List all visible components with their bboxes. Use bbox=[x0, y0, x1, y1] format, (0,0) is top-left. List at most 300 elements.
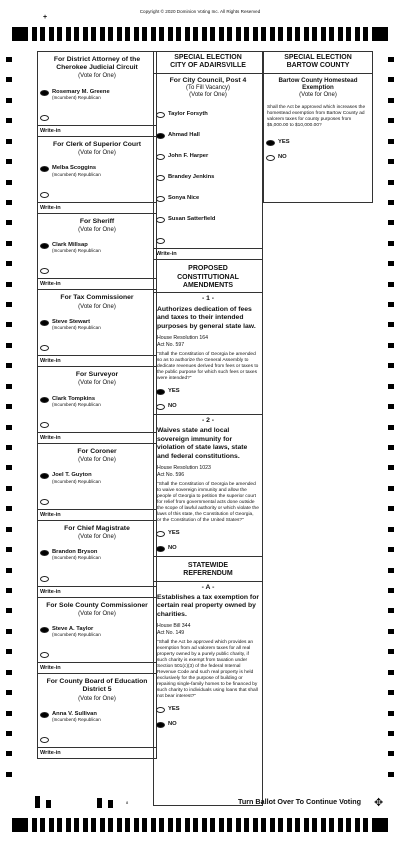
race-title: For Clerk of Superior Court bbox=[53, 140, 141, 148]
candidate-party: (Incumbent) Republican bbox=[52, 478, 101, 484]
vote-oval[interactable] bbox=[40, 473, 49, 479]
race-title: For Chief Magistrate bbox=[64, 524, 130, 532]
timing-mark bbox=[6, 649, 12, 654]
timing-mark bbox=[6, 629, 12, 634]
write-in-label: Write-in bbox=[38, 432, 156, 443]
no-label: NO bbox=[168, 403, 177, 410]
vote-oval[interactable] bbox=[40, 422, 49, 428]
candidate-name: Taylor Forsyth bbox=[168, 111, 208, 118]
vote-oval[interactable] bbox=[40, 243, 49, 249]
timing-mark bbox=[388, 629, 394, 634]
timing-mark bbox=[6, 241, 12, 246]
candidate-option[interactable] bbox=[38, 234, 156, 257]
timing-mark bbox=[202, 27, 207, 41]
write-in-label: Write-in bbox=[38, 509, 156, 520]
timing-mark bbox=[312, 818, 317, 832]
write-in-label: Write-in bbox=[38, 125, 156, 136]
candidate-info bbox=[52, 319, 101, 330]
candidate-name: Brandon Bryson bbox=[52, 549, 98, 556]
no-label: NO bbox=[278, 153, 287, 160]
candidate-name: Rosemary M. Greene bbox=[52, 88, 110, 95]
timing-mark bbox=[388, 322, 394, 327]
timing-mark bbox=[12, 818, 28, 832]
candidate-name: Clark Millsap bbox=[52, 242, 88, 249]
timing-mark bbox=[338, 27, 343, 41]
timing-mark bbox=[6, 690, 12, 695]
timing-mark bbox=[176, 27, 181, 41]
timing-mark bbox=[100, 27, 105, 41]
vote-oval[interactable] bbox=[40, 115, 49, 121]
timing-mark bbox=[6, 98, 12, 103]
vote-oval[interactable] bbox=[40, 192, 49, 198]
write-in-option[interactable] bbox=[38, 641, 156, 662]
candidate-option[interactable] bbox=[154, 145, 262, 166]
timing-mark bbox=[74, 27, 79, 41]
timing-mark bbox=[6, 486, 12, 491]
vote-oval[interactable] bbox=[40, 166, 49, 172]
timing-mark bbox=[388, 506, 394, 511]
timing-mark bbox=[329, 818, 334, 832]
candidate-party: (Incumbent) Republican bbox=[52, 248, 101, 254]
candidate-info bbox=[52, 89, 110, 100]
vote-oval[interactable] bbox=[40, 576, 49, 582]
timing-mark bbox=[219, 27, 224, 41]
race-section bbox=[38, 136, 156, 213]
timing-mark bbox=[142, 818, 147, 832]
candidate-option[interactable] bbox=[38, 618, 156, 641]
timing-mark bbox=[304, 27, 309, 41]
write-in-label: Write-in bbox=[38, 747, 156, 758]
timing-mark bbox=[388, 343, 394, 348]
referendum-header: STATEWIDE REFERENDUM bbox=[183, 562, 233, 578]
timing-mark bbox=[388, 159, 394, 164]
timing-mark bbox=[287, 27, 292, 41]
timing-mark bbox=[388, 690, 394, 695]
timing-mark bbox=[6, 118, 12, 123]
race-title: For Coroner bbox=[77, 447, 117, 455]
timing-mark bbox=[6, 568, 12, 573]
timing-mark bbox=[355, 818, 360, 832]
candidate-info bbox=[52, 396, 101, 407]
vote-for-one: (Vote for One) bbox=[78, 380, 116, 387]
write-in-option[interactable] bbox=[38, 334, 156, 355]
candidate-info bbox=[52, 549, 101, 560]
candidate-party: (Incumbent) Republican bbox=[52, 401, 101, 407]
amendments-section bbox=[154, 259, 262, 556]
race-section bbox=[38, 673, 156, 758]
no-option[interactable] bbox=[264, 150, 372, 165]
candidate-name: Susan Satterfield bbox=[168, 216, 216, 223]
timing-mark bbox=[210, 27, 215, 41]
timing-marks-right bbox=[388, 57, 394, 777]
timing-mark bbox=[6, 343, 12, 348]
timing-mark bbox=[6, 322, 12, 327]
vote-oval[interactable] bbox=[40, 268, 49, 274]
column-city-and-amendments bbox=[153, 51, 263, 806]
no-label: NO bbox=[168, 721, 177, 728]
measure-text: "Shall the Constitution of Georgia be amended so as to authorize the General Assembly to dedicate revenues derived from fees or taxes to the public purpose for which such fees or taxes were intended?" bbox=[157, 352, 259, 382]
vote-oval[interactable] bbox=[156, 707, 165, 713]
candidate-option[interactable] bbox=[154, 208, 262, 229]
vote-oval[interactable] bbox=[266, 140, 275, 146]
timing-mark bbox=[219, 818, 224, 832]
measure-title: Establishes a tax exemption for certain real property owned by charities. bbox=[157, 593, 259, 618]
timing-mark bbox=[363, 27, 368, 41]
write-in-label: Write-in bbox=[38, 202, 156, 213]
vote-oval[interactable] bbox=[40, 345, 49, 351]
timing-mark bbox=[74, 818, 79, 832]
vote-oval[interactable] bbox=[40, 627, 49, 633]
candidate-name: Steve Stewart bbox=[52, 318, 91, 325]
timing-mark bbox=[312, 27, 317, 41]
candidate-name: Clark Tompkins bbox=[52, 395, 96, 402]
yes-label: YES bbox=[278, 138, 290, 145]
candidate-name: Ahmad Hall bbox=[168, 132, 200, 139]
timing-mark bbox=[125, 27, 130, 41]
candidate-info bbox=[52, 165, 101, 176]
timing-mark bbox=[6, 220, 12, 225]
timing-mark bbox=[388, 261, 394, 266]
vote-oval[interactable] bbox=[156, 175, 165, 181]
vote-oval[interactable] bbox=[40, 499, 49, 505]
timing-mark bbox=[388, 649, 394, 654]
timing-mark bbox=[388, 670, 394, 675]
vote-oval[interactable] bbox=[156, 546, 165, 552]
write-in-option[interactable] bbox=[154, 229, 262, 248]
candidate-option[interactable] bbox=[38, 81, 156, 104]
timing-mark bbox=[388, 547, 394, 552]
timing-mark bbox=[91, 818, 96, 832]
timing-mark bbox=[295, 818, 300, 832]
referendum-section bbox=[154, 556, 262, 732]
race-section bbox=[38, 443, 156, 520]
timing-mark bbox=[108, 27, 113, 41]
vote-oval[interactable] bbox=[40, 397, 49, 403]
timing-mark bbox=[261, 27, 266, 41]
candidate-option[interactable] bbox=[38, 311, 156, 334]
measure-reference: House Bill 344 Act No. 149 bbox=[157, 623, 191, 636]
vote-for-one: (Vote for One) bbox=[78, 457, 116, 464]
column-bartow-county bbox=[263, 51, 373, 203]
timing-mark bbox=[295, 27, 300, 41]
timing-marks-bottom bbox=[12, 818, 388, 832]
timing-mark bbox=[346, 818, 351, 832]
timing-mark bbox=[66, 27, 71, 41]
question-title: Bartow County Homestead Exemption bbox=[278, 76, 358, 92]
yes-option[interactable] bbox=[154, 526, 262, 541]
timing-mark bbox=[6, 180, 12, 185]
candidate-option[interactable] bbox=[38, 541, 156, 564]
registration-plus: + bbox=[43, 14, 48, 21]
timing-mark bbox=[49, 27, 54, 41]
timing-mark bbox=[388, 425, 394, 430]
candidate-option[interactable] bbox=[154, 166, 262, 187]
timing-mark bbox=[168, 818, 173, 832]
alignment-mark bbox=[108, 800, 113, 808]
yes-label: YES bbox=[168, 388, 180, 395]
timing-mark bbox=[6, 670, 12, 675]
timing-mark bbox=[388, 282, 394, 287]
candidate-party: (Incumbent) Republican bbox=[52, 171, 101, 177]
measure-text: "Shall the Constitution of Georgia be amended to waive sovereign immunity and allow the people of Georgia to petition the superior court for relief from governmental acts done outside the scope of lawful authority or which violate the laws of this state, the Constitution of Georgia, or the Constitution of the United States?" bbox=[157, 482, 259, 524]
candidate-option[interactable] bbox=[154, 187, 262, 208]
ballot-code: 8 bbox=[126, 800, 129, 805]
timing-mark bbox=[278, 27, 283, 41]
timing-mark bbox=[346, 27, 351, 41]
vote-for-one: (Vote for One) bbox=[78, 226, 116, 233]
candidate-option[interactable] bbox=[38, 388, 156, 411]
vote-oval[interactable] bbox=[156, 722, 165, 728]
timing-mark bbox=[117, 27, 122, 41]
race-section bbox=[38, 213, 156, 290]
vote-oval[interactable] bbox=[40, 652, 49, 658]
vote-oval[interactable] bbox=[40, 737, 49, 743]
vote-oval[interactable] bbox=[40, 320, 49, 326]
timing-mark bbox=[388, 98, 394, 103]
timing-mark bbox=[6, 731, 12, 736]
timing-mark bbox=[227, 818, 232, 832]
timing-mark bbox=[388, 57, 394, 62]
city-council-race bbox=[154, 73, 262, 260]
vote-oval[interactable] bbox=[156, 154, 165, 160]
vote-oval[interactable] bbox=[156, 217, 165, 223]
timing-mark bbox=[236, 27, 241, 41]
timing-mark bbox=[372, 27, 388, 41]
timing-mark bbox=[40, 818, 45, 832]
candidate-name: Sonya Nice bbox=[168, 195, 200, 202]
candidate-option[interactable] bbox=[38, 157, 156, 180]
write-in-option[interactable] bbox=[38, 104, 156, 125]
timing-mark bbox=[6, 159, 12, 164]
candidate-info bbox=[52, 472, 101, 483]
yes-option[interactable] bbox=[264, 131, 372, 150]
timing-mark bbox=[270, 818, 275, 832]
timing-mark bbox=[388, 711, 394, 716]
write-in-option[interactable] bbox=[38, 488, 156, 509]
timing-mark bbox=[57, 818, 62, 832]
timing-mark bbox=[388, 180, 394, 185]
timing-mark bbox=[6, 527, 12, 532]
timing-mark bbox=[6, 608, 12, 613]
vote-oval[interactable] bbox=[156, 389, 165, 395]
yes-label: YES bbox=[168, 706, 180, 713]
city-election-header: SPECIAL ELECTION CITY OF ADAIRSVILLE bbox=[170, 54, 246, 70]
vote-oval[interactable] bbox=[156, 531, 165, 537]
timing-mark bbox=[185, 27, 190, 41]
homestead-exemption-question bbox=[264, 73, 372, 165]
column-county-races bbox=[37, 51, 157, 759]
timing-mark bbox=[388, 588, 394, 593]
write-in-option[interactable] bbox=[38, 181, 156, 202]
timing-mark bbox=[6, 302, 12, 307]
timing-mark bbox=[236, 818, 241, 832]
alignment-mark bbox=[97, 798, 102, 808]
timing-mark bbox=[83, 27, 88, 41]
timing-mark bbox=[388, 404, 394, 409]
write-in-option[interactable] bbox=[38, 411, 156, 432]
timing-mark bbox=[193, 27, 198, 41]
candidate-option[interactable] bbox=[38, 703, 156, 726]
candidate-name: Brandey Jenkins bbox=[168, 174, 215, 181]
write-in-label: Write-in bbox=[38, 586, 156, 597]
registration-mark-icon: ✥ bbox=[374, 797, 384, 809]
timing-mark bbox=[159, 27, 164, 41]
timing-mark bbox=[12, 27, 28, 41]
timing-mark bbox=[227, 27, 232, 41]
candidate-option[interactable] bbox=[154, 103, 262, 124]
timing-mark bbox=[6, 139, 12, 144]
candidate-info bbox=[52, 626, 101, 637]
candidate-party: (Incumbent) Republican bbox=[52, 325, 101, 331]
race-title: For Sheriff bbox=[79, 217, 115, 225]
timing-mark bbox=[6, 751, 12, 756]
timing-mark bbox=[388, 220, 394, 225]
timing-mark bbox=[388, 527, 394, 532]
measure-number: - A - bbox=[154, 581, 262, 592]
candidate-party: (Incumbent) Republican bbox=[52, 94, 101, 100]
timing-mark bbox=[388, 751, 394, 756]
yes-option[interactable] bbox=[154, 384, 262, 399]
timing-mark bbox=[388, 772, 394, 777]
timing-mark bbox=[388, 445, 394, 450]
copyright-notice: Copyright © 2020 Dominion Voting Inc. All Rights Reserved bbox=[139, 9, 261, 14]
timing-mark bbox=[210, 818, 215, 832]
vote-oval[interactable] bbox=[40, 712, 49, 718]
timing-mark bbox=[338, 818, 343, 832]
write-in-label: Write-in bbox=[38, 278, 156, 289]
candidate-name: John F. Harper bbox=[168, 153, 209, 160]
no-option[interactable] bbox=[154, 541, 262, 556]
timing-mark bbox=[388, 241, 394, 246]
timing-mark bbox=[388, 200, 394, 205]
timing-mark bbox=[6, 384, 12, 389]
alignment-mark bbox=[35, 796, 40, 808]
timing-mark bbox=[261, 818, 266, 832]
measure-reference: House Resolution 164 Act No. 597 bbox=[157, 335, 209, 348]
timing-mark bbox=[388, 731, 394, 736]
vote-for-one: (Vote for One) bbox=[78, 150, 116, 157]
timing-mark bbox=[388, 139, 394, 144]
timing-mark bbox=[185, 818, 190, 832]
write-in-option[interactable] bbox=[38, 565, 156, 586]
candidate-option[interactable] bbox=[154, 124, 262, 145]
timing-mark bbox=[388, 608, 394, 613]
vote-oval[interactable] bbox=[156, 112, 165, 118]
candidate-name: Steve A. Taylor bbox=[52, 625, 94, 632]
timing-mark bbox=[100, 818, 105, 832]
write-in-option[interactable] bbox=[38, 257, 156, 278]
timing-mark bbox=[108, 818, 113, 832]
race-title: For District Attorney of the Cherokee Judicial Circuit bbox=[53, 56, 141, 72]
candidate-info bbox=[52, 711, 101, 722]
candidate-party: (Incumbent) Republican bbox=[52, 555, 101, 561]
candidate-option[interactable] bbox=[38, 464, 156, 487]
race-section bbox=[38, 289, 156, 366]
write-in-option[interactable] bbox=[38, 726, 156, 747]
timing-marks-left bbox=[6, 57, 12, 777]
race-title: For County Board of Education District 5 bbox=[46, 678, 148, 694]
timing-mark bbox=[83, 818, 88, 832]
timing-mark bbox=[270, 27, 275, 41]
timing-mark bbox=[6, 711, 12, 716]
timing-mark bbox=[372, 818, 388, 832]
timing-mark bbox=[278, 818, 283, 832]
timing-mark bbox=[321, 27, 326, 41]
timing-mark bbox=[40, 27, 45, 41]
vote-oval[interactable] bbox=[156, 404, 165, 410]
measure-number: - 1 - bbox=[154, 292, 262, 303]
vote-for-one: (Vote for One) bbox=[189, 92, 227, 99]
write-in-label: Write-in bbox=[154, 248, 262, 259]
vote-oval[interactable] bbox=[156, 133, 165, 139]
timing-mark bbox=[159, 818, 164, 832]
measure-title: Authorizes dedication of fees and taxes to their intended purposes by general state law. bbox=[157, 305, 256, 330]
race-section bbox=[38, 52, 156, 136]
timing-mark bbox=[168, 27, 173, 41]
vote-oval[interactable] bbox=[40, 550, 49, 556]
vote-oval[interactable] bbox=[40, 90, 49, 96]
timing-mark bbox=[355, 27, 360, 41]
candidate-info bbox=[52, 242, 101, 253]
timing-mark bbox=[321, 818, 326, 832]
vote-for-one: (Vote for One) bbox=[78, 303, 116, 310]
timing-mark bbox=[6, 404, 12, 409]
timing-mark bbox=[193, 818, 198, 832]
candidate-name: Anna V. Sullivan bbox=[52, 710, 97, 717]
no-option[interactable] bbox=[154, 717, 262, 732]
no-option[interactable] bbox=[154, 399, 262, 414]
timing-mark bbox=[202, 818, 207, 832]
vote-oval[interactable] bbox=[266, 155, 275, 161]
timing-mark bbox=[134, 818, 139, 832]
timing-mark bbox=[6, 261, 12, 266]
timing-mark bbox=[304, 818, 309, 832]
candidate-name: Joel T. Guyton bbox=[52, 472, 92, 479]
timing-mark bbox=[244, 818, 249, 832]
timing-mark bbox=[49, 818, 54, 832]
timing-mark bbox=[253, 818, 258, 832]
vote-oval[interactable] bbox=[156, 238, 165, 244]
timing-mark bbox=[6, 425, 12, 430]
timing-mark bbox=[388, 465, 394, 470]
timing-mark bbox=[66, 818, 71, 832]
yes-option[interactable] bbox=[154, 702, 262, 717]
timing-mark bbox=[363, 818, 368, 832]
race-title: For Sole County Commissioner bbox=[46, 601, 148, 609]
timing-mark bbox=[388, 568, 394, 573]
question-text: Shall the Act be approved which increases the homestead exemption from Bartow County ad valorem taxes for county purposes from $5,000.00 to $10,000.00? bbox=[267, 104, 366, 128]
candidate-party: (Incumbent) Republican bbox=[52, 632, 101, 638]
timing-mark bbox=[6, 57, 12, 62]
race-section bbox=[38, 366, 156, 443]
timing-mark bbox=[176, 818, 181, 832]
measure-text: "Shall the Act be approved which provides an exemption from ad valorem taxes for all real property owned by a purely public charity, if such charity is exempt from taxation under Section 501(c)(3) of the federal Internal Revenue Code and such real property is held exclusively for the purpose of building or repairing single-family homes to be financed by such charity to individuals using loans that shall not bear interest?" bbox=[157, 640, 258, 700]
timing-mark bbox=[388, 77, 394, 82]
timing-mark bbox=[6, 772, 12, 777]
timing-mark bbox=[142, 27, 147, 41]
timing-mark bbox=[6, 465, 12, 470]
measure-number: - 2 - bbox=[154, 414, 262, 425]
county-election-header: SPECIAL ELECTION BARTOW COUNTY bbox=[284, 54, 352, 70]
vote-for-one: (Vote for One) bbox=[78, 695, 116, 702]
timing-mark bbox=[6, 363, 12, 368]
timing-mark bbox=[57, 27, 62, 41]
timing-mark bbox=[388, 384, 394, 389]
timing-mark bbox=[244, 27, 249, 41]
vote-oval[interactable] bbox=[156, 196, 165, 202]
yes-label: YES bbox=[168, 530, 180, 536]
candidate-party: (Incumbent) Republican bbox=[52, 717, 101, 723]
